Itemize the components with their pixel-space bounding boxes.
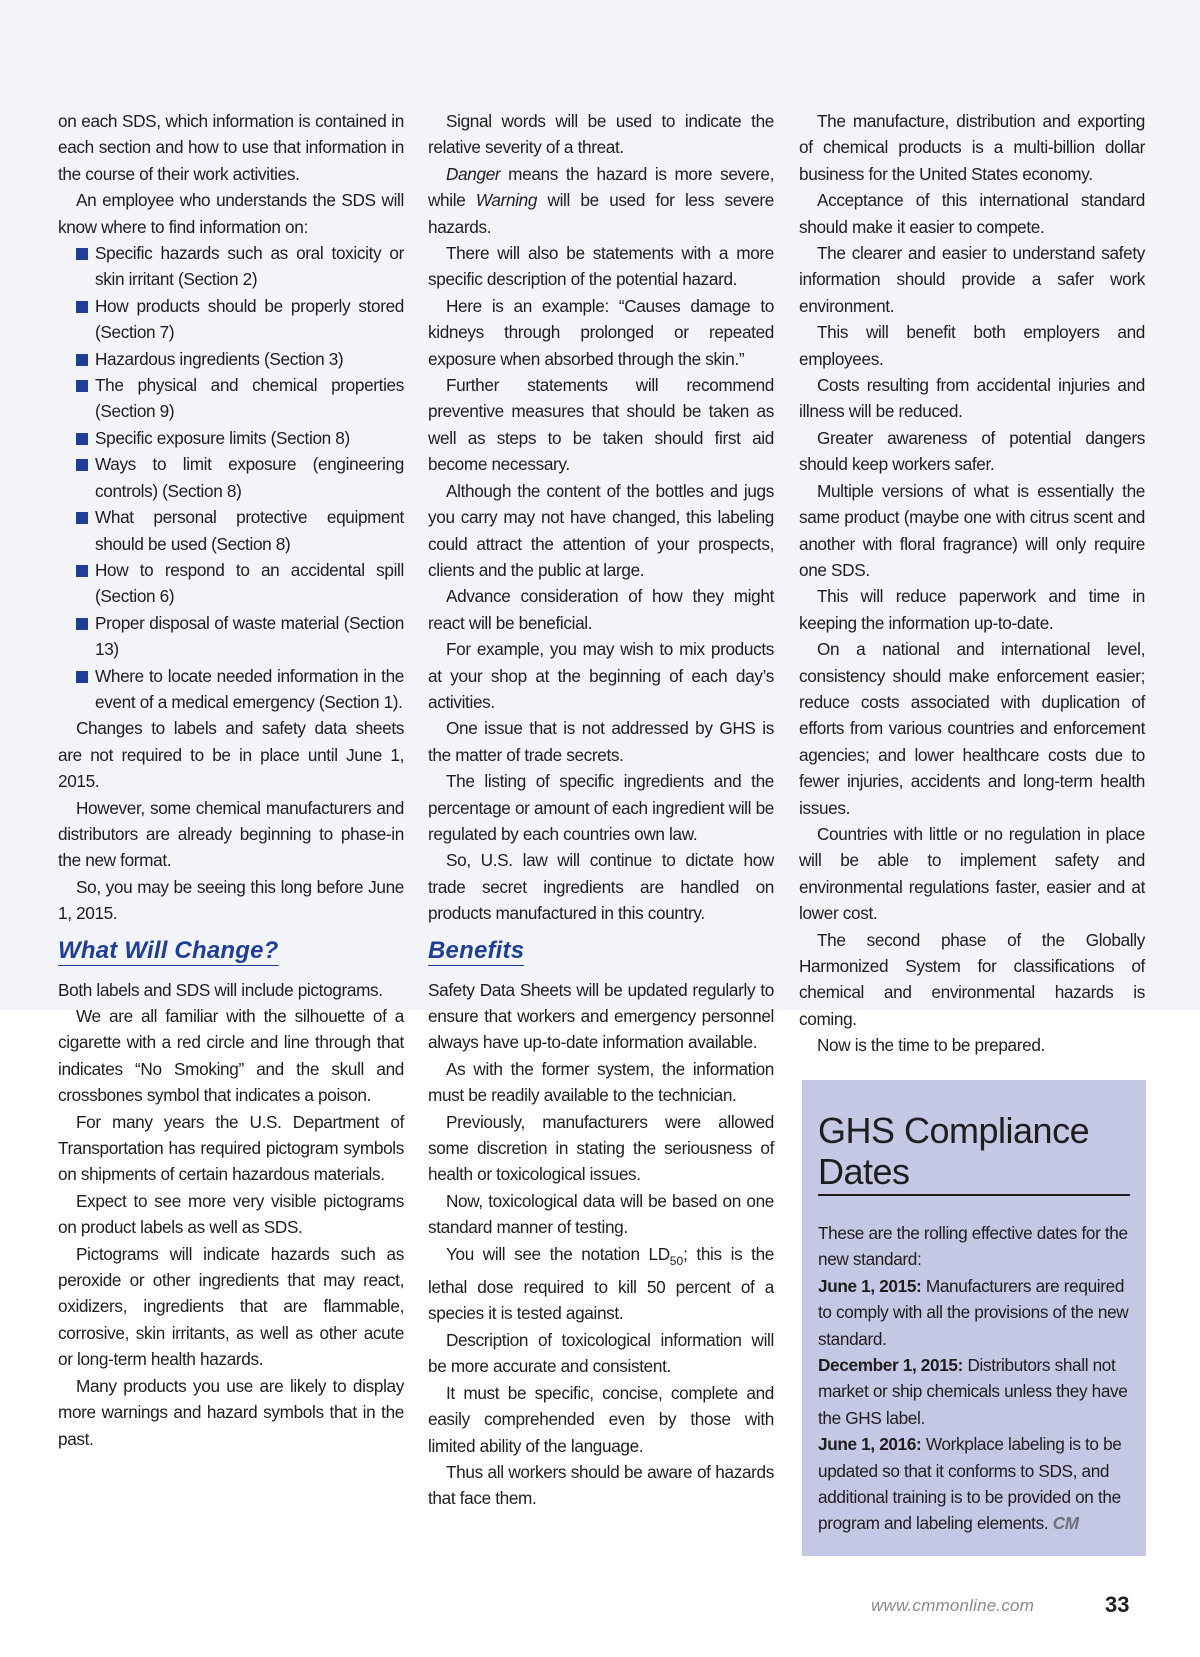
- paragraph: Many products you use are likely to display more warnings and hazard symbols that in the past.: [58, 1375, 404, 1449]
- column-2: [428, 108, 774, 1512]
- paragraph: Further statements will recommend preventive measures that should be taken as well as steps to be taken should first aid become necessary.: [428, 375, 774, 475]
- paragraph: Costs resulting from accidental injuries and illness will be reduced.: [799, 375, 1145, 422]
- sidebar-body: [818, 1220, 1130, 1537]
- paragraph: Here is an example: “Causes damage to kidneys through prolonged or repeated exposure when absorbed through the skin.”: [428, 295, 774, 369]
- paragraph: For many years the U.S. Department of Transportation has required pictogram symbols on shipments of certain hazardous materials.: [58, 1111, 404, 1185]
- list-item: How products should be properly stored (Section 7): [58, 293, 404, 346]
- list-item: What personal protective equipment should be used (Section 8): [58, 504, 404, 557]
- paragraph: The clearer and easier to understand safety information should provide a safer work environment.: [799, 243, 1145, 316]
- sidebar-title: GHS Compliance Dates: [818, 1110, 1130, 1196]
- section-heading-what-will-change: What Will Change?: [58, 936, 279, 964]
- paragraph: on each SDS, which information is contained in each section and how to use that information in the course of their work activities.: [58, 111, 404, 184]
- paragraph: The second phase of the Globally Harmonized System for classifications of chemical and environmental hazards is coming.: [799, 929, 1145, 1029]
- paragraph-ld50: You will see the notation $LD_{50}$; this is the lethal dose required to kill 50 percent of a species it is tested against.: [428, 1243, 774, 1324]
- paragraph: Countries with little or no regulation in place will be able to implement safety and environmental regulations faster, easier and at lower cost.: [799, 823, 1145, 924]
- paragraph: We are all familiar with the silhouette of a cigarette with a red circle and line through that indicates “No Smoking” and the skull and crossbones symbol that indicates a poison.: [58, 1006, 404, 1106]
- list-item: The physical and chemical properties (Section 9): [58, 372, 404, 425]
- paragraph: Acceptance of this international standard should make it easier to compete.: [799, 190, 1145, 237]
- paragraph: Although the content of the bottles and jugs you carry may not have changed, this labeling could attract the attention of your prospects, clients and the public at large.: [428, 480, 774, 580]
- list-item: How to respond to an accidental spill (Section 6): [58, 557, 404, 610]
- paragraph: Signal words will be used to indicate the relative severity of a threat.: [428, 111, 774, 158]
- compliance-date-item: December 1, 2015: Distributors shall not market or ship chemicals unless they have the GHS label.: [818, 1355, 1128, 1428]
- list-item: Ways to limit exposure (engineering controls) (Section 8): [58, 451, 404, 504]
- paragraph: Both labels and SDS will include pictograms.: [58, 979, 383, 1000]
- paragraph: Description of toxicological information will be more accurate and consistent.: [428, 1329, 774, 1377]
- compliance-date-item: June 1, 2016: Workplace labeling is to be updated so that it conforms to SDS, and additional training is to be provided on the program and labeling elements. CM: [818, 1434, 1122, 1534]
- warning-term: Warning: [475, 190, 538, 211]
- paragraph: Expect to see more very visible pictograms on product labels as well as SDS.: [58, 1190, 404, 1238]
- paragraph: However, some chemical manufacturers and distributors are already beginning to phase-in the new format.: [58, 797, 404, 871]
- paragraph: The manufacture, distribution and exporting of chemical products is a multi-billion dollar business for the United States economy.: [799, 111, 1145, 184]
- paragraph: Pictograms will indicate hazards such as peroxide or other ingredients that may react, oxidizers, ingredients that are flammable, corrosive, skin irritants, as well as other acute or long-term health hazards.: [58, 1243, 404, 1370]
- paragraph: Thus all workers should be aware of hazards that face them.: [428, 1461, 774, 1509]
- list-item: Specific hazards such as oral toxicity or skin irritant (Section 2): [58, 240, 404, 293]
- column-3: [799, 108, 1145, 1059]
- paragraph: An employee who understands the SDS will know where to find information on:: [58, 190, 404, 237]
- ghs-compliance-sidebar: [802, 1080, 1146, 1556]
- website-url: www.cmmonline.com: [871, 1596, 1035, 1615]
- list-item: Specific exposure limits (Section 8): [58, 425, 404, 451]
- paragraph: It must be specific, concise, complete and easily comprehended even by those with limited ability of the language.: [428, 1382, 774, 1456]
- paragraph-danger-warning: Danger means the hazard is more severe, while Warning will be used for less severe hazards.: [428, 163, 775, 237]
- paragraph: Advance consideration of how they might react will be beneficial.: [428, 586, 774, 633]
- danger-term: Danger: [446, 163, 501, 184]
- subscript: 50: [669, 1253, 684, 1268]
- paragraph: For example, you may wish to mix products at your shop at the beginning of each day’s activities.: [428, 639, 774, 712]
- paragraph: This will benefit both employers and employees.: [799, 322, 1145, 369]
- paragraph: One issue that is not addressed by GHS is the matter of trade secrets.: [428, 718, 774, 765]
- compliance-date: December 1, 2015:: [818, 1355, 964, 1376]
- paragraph: As with the former system, the information must be readily available to the technician.: [428, 1058, 774, 1106]
- page-number: 33: [1105, 1592, 1130, 1617]
- end-mark-logo: CM: [1052, 1513, 1079, 1534]
- paragraph: Greater awareness of potential dangers should keep workers safer.: [799, 427, 1145, 475]
- column-1: [58, 108, 404, 1452]
- compliance-date: June 1, 2015:: [818, 1275, 922, 1296]
- paragraph: This will reduce paperwork and time in keeping the information up-to-date.: [799, 586, 1145, 633]
- paragraph: Previously, manufacturers were allowed some discretion in stating the seriousness of health or toxicological issues.: [428, 1111, 774, 1185]
- compliance-date-item: June 1, 2015: Manufacturers are required to comply with all the provisions of the new standard.: [818, 1275, 1129, 1349]
- sidebar-intro: These are the rolling effective dates for the new standard:: [818, 1223, 1128, 1270]
- paragraph: Now is the time to be prepared.: [817, 1035, 1045, 1056]
- paragraph: Now, toxicological data will be based on one standard manner of testing.: [428, 1190, 774, 1238]
- paragraph: On a national and international level, consistency should make enforcement easier; reduce costs associated with duplication of efforts from various countries and enforcement agencies; and lower healthcare costs due to fewer injuries, accidents and long-term health issues.: [799, 639, 1145, 818]
- paragraph: So, you may be seeing this long before June 1, 2015.: [58, 876, 404, 924]
- list-item: Where to locate needed information in the event of a medical emergency (Section 1).: [58, 663, 404, 716]
- paragraph: Changes to labels and safety data sheets are not required to be in place until June 1, 2015.: [58, 718, 404, 792]
- sds-info-list: [58, 240, 404, 715]
- paragraph: Safety Data Sheets will be updated regularly to ensure that workers and emergency personnel always have up-to-date information available.: [428, 979, 774, 1053]
- list-item: Proper disposal of waste material (Section 13): [58, 610, 404, 663]
- paragraph: Multiple versions of what is essentially the same product (maybe one with citrus scent and another with floral fragrance) will only require one SDS.: [799, 480, 1145, 580]
- list-item: Hazardous ingredients (Section 3): [58, 346, 404, 372]
- paragraph: There will also be statements with a more specific description of the potential hazard.: [428, 243, 774, 290]
- compliance-date: June 1, 2016:: [818, 1434, 922, 1455]
- section-heading-benefits: Benefits: [428, 936, 525, 964]
- paragraph: The listing of specific ingredients and the percentage or amount of each ingredient will be regulated by each countries own law.: [428, 771, 774, 844]
- paragraph: So, U.S. law will continue to dictate how trade secret ingredients are handled on products manufactured in this country.: [428, 850, 774, 924]
